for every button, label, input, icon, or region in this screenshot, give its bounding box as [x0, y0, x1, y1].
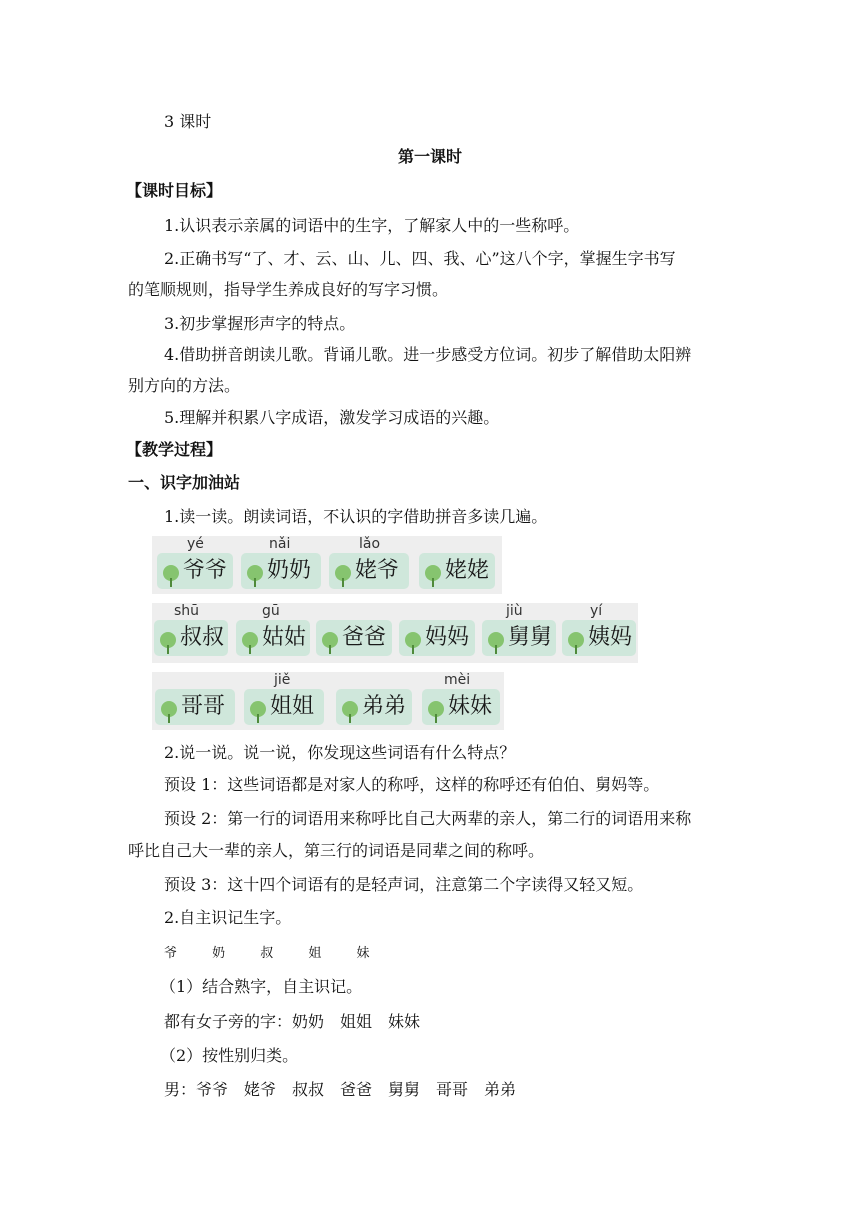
pinyin-text: gū — [262, 603, 280, 619]
preset-1: 预设 1：这些词语都是对家人的称呼，这样的称呼还有伯伯、舅妈等。 — [164, 775, 660, 794]
tree-icon — [566, 631, 586, 655]
word-card — [316, 620, 392, 656]
pinyin-text: shū — [174, 603, 200, 619]
word-text: 姨妈 — [588, 625, 633, 650]
section-heading: 一、识字加油站 — [128, 473, 241, 492]
word-text: 舅舅 — [508, 625, 553, 650]
objective-2-cont: 的笔顺规则，指导学生养成良好的写字习惯。 — [128, 280, 449, 299]
word-card — [419, 553, 495, 589]
objective-3: 3.初步掌握形声字的特点。 — [164, 314, 356, 333]
word-text: 奶奶 — [267, 558, 312, 583]
pinyin-text: yé — [187, 536, 204, 552]
character: 叔 — [260, 946, 274, 961]
word-card — [399, 620, 475, 656]
word-text: 姑姑 — [262, 625, 307, 650]
pinyin-text: jiù — [506, 603, 523, 619]
objective-2: 2.正确书写“了、才、云、山、儿、四、我、心”这八个字，掌握生字书写 — [164, 249, 676, 268]
character: 姐 — [308, 946, 322, 961]
tree-icon — [159, 700, 179, 724]
pinyin-text: mèi — [444, 672, 471, 688]
objective-4: 4.借助拼音朗读儿歌。背诵儿歌。进一步感受方位词。初步了解借助太阳辨 — [164, 345, 692, 364]
tree-icon — [340, 700, 360, 724]
pinyin-text: lǎo — [359, 536, 381, 552]
word-card — [244, 672, 324, 725]
character-list — [164, 941, 399, 965]
step-say: 2.说一说。说一说，你发现这些词语有什么特点？ — [164, 743, 516, 762]
tree-icon — [486, 631, 506, 655]
tree-icon — [245, 564, 265, 588]
tree-icon — [426, 700, 446, 724]
process-heading: 【教学过程】 — [126, 440, 223, 459]
word-card — [482, 603, 556, 656]
word-card — [157, 536, 233, 589]
word-text: 姥姥 — [445, 558, 490, 583]
word-text: 叔叔 — [180, 625, 225, 650]
preset-2-cont: 呼比自己大一辈的亲人，第三行的词语是同辈之间的称呼。 — [128, 841, 545, 860]
word-card — [336, 689, 412, 725]
word-card — [241, 536, 321, 589]
objective-4-cont: 别方向的方法。 — [128, 376, 241, 395]
tree-icon — [161, 564, 181, 588]
word-card — [236, 603, 310, 656]
lesson-hours: 3 课时 — [164, 112, 212, 131]
objective-1: 1.认识表示亲属的词语中的生字，了解家人中的一些称呼。 — [164, 216, 580, 235]
pinyin-text: jiě — [274, 672, 291, 688]
pinyin-text: yí — [590, 603, 603, 619]
sub-step-2: （2）按性别归类。 — [160, 1046, 299, 1065]
character: 爷 — [164, 946, 178, 961]
sub-step-1: （1）结合熟字，自主识记。 — [160, 977, 363, 996]
lesson-title: 第一课时 — [397, 147, 462, 166]
tree-icon — [423, 564, 443, 588]
objective-5: 5.理解并积累八字成语，激发学习成语的兴趣。 — [164, 408, 500, 427]
word-text: 哥哥 — [181, 694, 226, 719]
word-text: 弟弟 — [362, 694, 407, 719]
word-card — [155, 689, 235, 725]
tree-icon — [240, 631, 260, 655]
word-text: 妈妈 — [425, 625, 470, 650]
word-text: 爷爷 — [183, 558, 228, 583]
character: 妹 — [356, 946, 370, 961]
character: 奶 — [212, 946, 226, 961]
word-card — [422, 672, 500, 725]
word-card-row-3 — [152, 672, 504, 730]
preset-2: 预设 2：第一行的词语用来称呼比自己大两辈的亲人，第二行的词语用来称 — [164, 809, 692, 828]
tree-icon — [158, 631, 178, 655]
tree-icon — [320, 631, 340, 655]
pinyin-text: nǎi — [269, 536, 291, 552]
male-group-line: 男：爷爷 姥爷 叔叔 爸爸 舅舅 哥哥 弟弟 — [164, 1080, 517, 1099]
female-radical-line: 都有女子旁的字：奶奶 姐姐 妹妹 — [164, 1012, 421, 1031]
tree-icon — [403, 631, 423, 655]
word-text: 妹妹 — [448, 694, 493, 719]
word-card-row-1 — [152, 536, 502, 594]
step-read: 1.读一读。朗读词语，不认识的字借助拼音多读几遍。 — [164, 507, 548, 526]
word-card-row-2 — [152, 603, 638, 663]
word-card — [154, 603, 228, 656]
preset-3: 预设 3：这十四个词语有的是轻声词，注意第二个字读得又轻又短。 — [164, 875, 644, 894]
tree-icon — [333, 564, 353, 588]
word-text: 姐姐 — [270, 694, 315, 719]
word-text: 爸爸 — [342, 625, 387, 650]
word-card — [562, 603, 636, 656]
word-card — [329, 536, 409, 589]
tree-icon — [248, 700, 268, 724]
word-text: 姥爷 — [355, 558, 400, 583]
objectives-heading: 【课时目标】 — [126, 181, 223, 200]
step-recognize: 2.自主识记生字。 — [164, 908, 292, 927]
